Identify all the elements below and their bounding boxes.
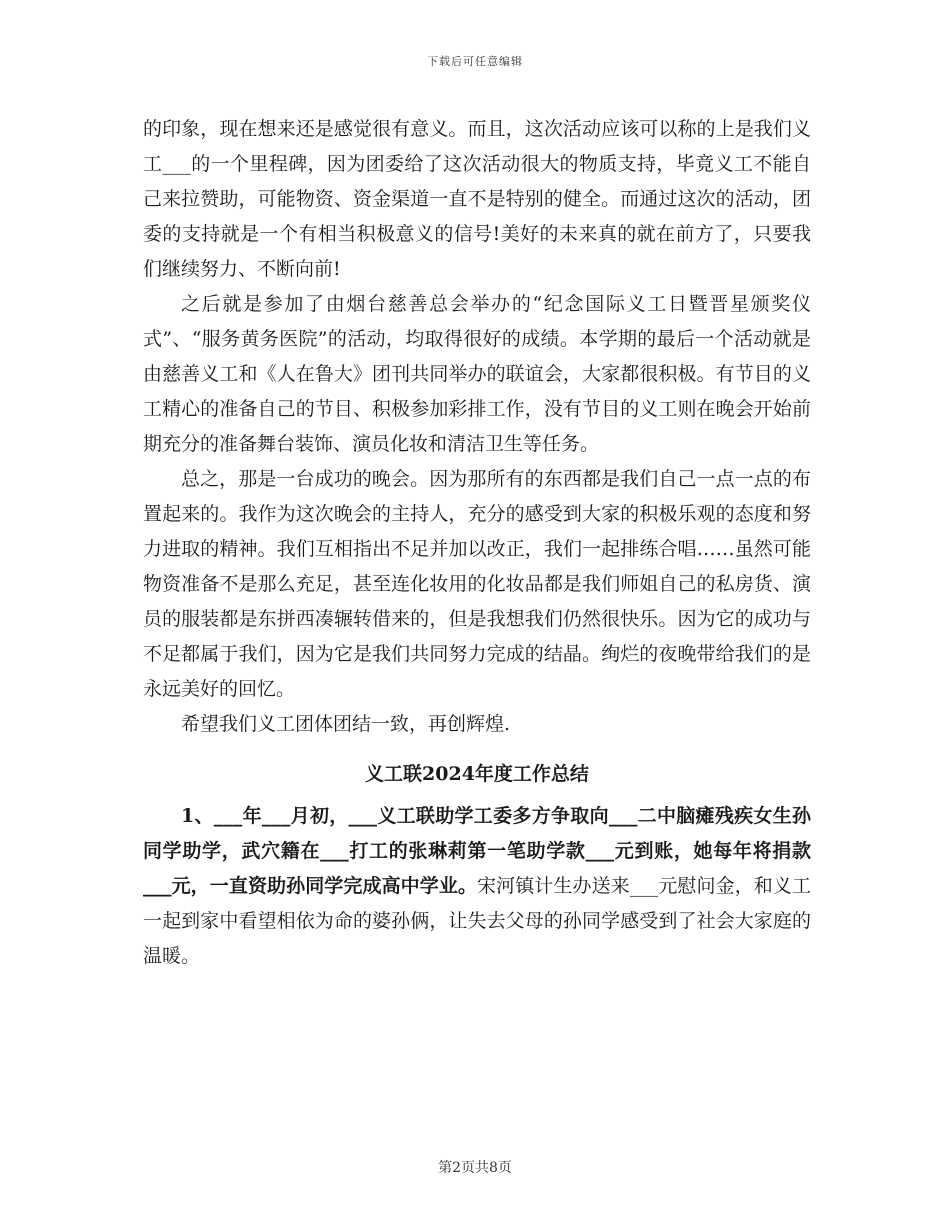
page-header: 下载后可任意编辑 — [427, 55, 523, 68]
page-footer: 第2页共8页 — [438, 1160, 512, 1176]
document-body — [143, 112, 811, 974]
paragraph-4: 希望我们义工团体团结一致，再创辉煌. — [181, 713, 511, 735]
item-1-paragraph — [143, 799, 811, 974]
section-title: 义工联2024年度工作总结 — [365, 763, 589, 785]
paragraph-3: 总之，那是一台成功的晚会。因为那所有的东西都是我们自己一点一点的布置起来的。我作为这次晚会的主持人，充分的感受到大家的积极乐观的态度和努力进取的精神。我们互相指出不足并加以改正，我们一起排练合唱……虽然可能物资准备不是那么充足，甚至连化妆用的化妆品都是我们师姐自己的私房货、演员的服装都是东拼西凑辗转借来的，但是我想我们仍然很快乐。因为它的成功与不足都属于我们，因为它是我们共同努力完成的结晶。绚烂的夜晚带给我们的是永远美好的回忆。 — [143, 468, 811, 700]
item-1-bold-text: 1、___年___月初，___义工联助学工委多方争取向___二中脑瘫残疾女生孙同学助学，武穴籍在___打工的张琳莉第一笔助学款___元到账，她每年将捐款___元，一直资助孙同学完成高中学业。 — [143, 805, 811, 897]
paragraph-2: 之后就是参加了由烟台慈善总会举办的“纪念国际义工日暨晋星颁奖仪式”、“服务黄务医院”的活动，均取得很好的成绩。本学期的最后一个活动就是由慈善义工和《人在鲁大》团刊共同举办的联谊会，大家都很积极。有节目的义工精心的准备自己的节目、积极参加彩排工作，没有节目的义工则在晚会开始前期充分的准备舞台装饰、演员化妆和清洁卫生等任务。 — [143, 293, 811, 455]
paragraph-1: 的印象，现在想来还是感觉很有意义。而且，这次活动应该可以称的上是我们义工___的一个里程碑，因为团委给了这次活动很大的物质支持，毕竟义工不能自己来拉赞助，可能物资、资金渠道一直不是特别的健全。而通过这次的活动，团委的支持就是一个有相当积极意义的信号!美好的未来真的就在前方了，只要我们继续努力、不断向前! — [143, 118, 811, 280]
item-1-normal-text: 宋河镇计生办送来___元慰问金，和义工一起到家中看望相依为命的婆孙俩，让失去父母的孙同学感受到了社会大家庭的温暖。 — [143, 875, 811, 967]
